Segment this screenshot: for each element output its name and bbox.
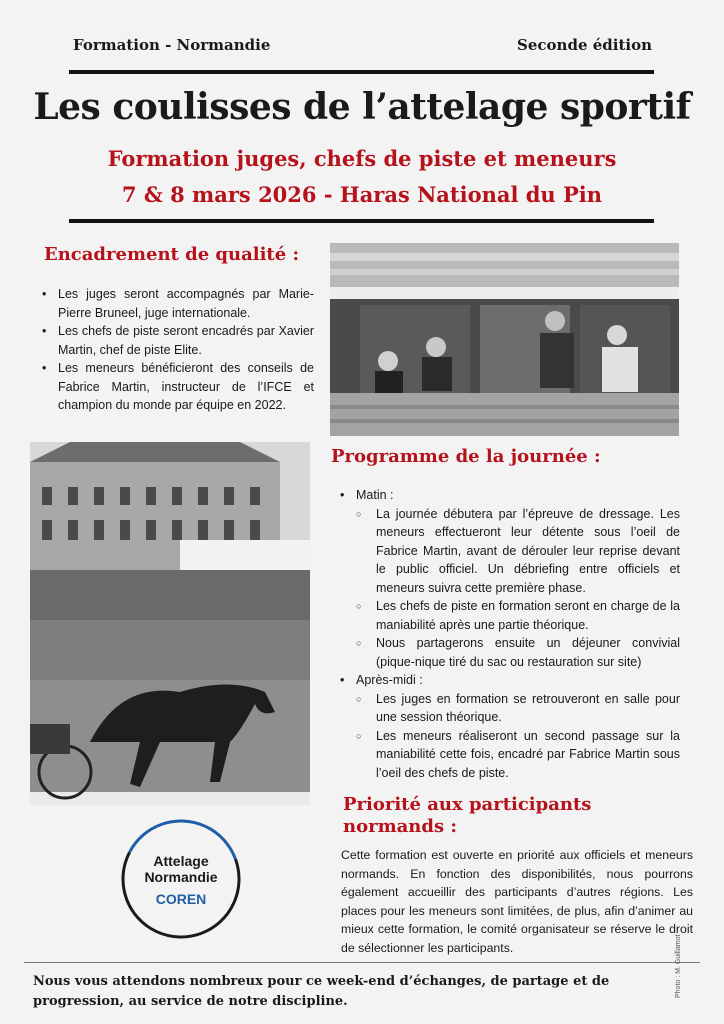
logo-line3: COREN: [155, 891, 207, 907]
top-rule: [69, 70, 654, 74]
subtitle-date-place: 7 & 8 mars 2026 - Haras National du Pin: [121, 182, 603, 207]
list-item: ○ Les meneurs réaliseront un second passage sur la maniabilité cette fois, encadré par Fabrice Martin sous l’oeil des chefs de piste.: [356, 727, 680, 783]
footer-text: Nous vous attendons nombreux pour ce week-end d’échanges, de partage et de progression, au service de notre discipline.: [33, 974, 610, 1009]
encadrement-list: [38, 285, 314, 415]
haras-horse-photo: [30, 442, 310, 805]
encadrement-heading: Encadrement de qualité :: [44, 244, 300, 265]
programme-block: [336, 486, 680, 782]
programme-section-apres-midi: • Après-midi :: [336, 671, 680, 690]
subtitle-formation: Formation juges, chefs de piste et meneurs: [107, 146, 617, 171]
programme-heading: Programme de la journée :: [331, 446, 601, 467]
list-item: • Les meneurs bénéficieront des conseils de Fabrice Martin, instructeur de l’IFCE et champion du monde par équipe en 2022.: [38, 359, 314, 415]
header-right: Seconde édition: [517, 36, 652, 54]
priorite-text: Cette formation est ouverte en priorité aux officiels et meneurs normands. En fonction des disponibilités, nous pourrons également accueillir des participants d’autres régions. Les places pour les meneurs sont limitées, de plus, afin d’animer au mieux cette formation, le comité organisateur se réserve le droit de sélectionner les participants.: [341, 848, 693, 955]
priorite-heading: [343, 794, 591, 838]
list-item: • Les juges seront accompagnés par Marie-Pierre Bruneel, juge internationale.: [38, 285, 314, 322]
footer-rule: [24, 962, 700, 963]
logo-line1: Attelage: [153, 853, 209, 869]
list-item: ○ Les chefs de piste en formation seront en charge de la maniabilité après une partie théorique.: [356, 597, 680, 634]
priorite-heading-line2: normands :: [343, 816, 458, 837]
priorite-heading-line1: Priorité aux participants: [343, 794, 592, 815]
programme-section-matin: • Matin :: [336, 486, 680, 505]
photo-credit: Photo : M. Guillamot: [675, 934, 682, 998]
list-item: ○ Nous partagerons ensuite un déjeuner convivial (pique-nique tiré du sac ou restauration sur site): [356, 634, 680, 671]
header-bottom-rule: [69, 219, 654, 223]
logo-line2: Normandie: [144, 869, 218, 885]
list-item: ○ La journée débutera par l’épreuve de dressage. Les meneurs effectueront leur détente sous l’oeil de Fabrice Martin, avant de dérouler leur reprise devant le public officiel. Un débriefing entre officiels et meneurs suivra cette première phase.: [356, 505, 680, 598]
list-item: ○ Les juges en formation se retrouveront en salle pour une session théorique.: [356, 690, 680, 727]
list-item: • Les chefs de piste seront encadrés par Xavier Martin, chef de piste Elite.: [38, 322, 314, 359]
coren-logo: [117, 815, 245, 943]
judges-booth-photo: [330, 243, 679, 436]
page-title: Les coulisses de l’attelage sportif: [33, 86, 691, 128]
header-left: Formation - Normandie: [73, 36, 271, 54]
